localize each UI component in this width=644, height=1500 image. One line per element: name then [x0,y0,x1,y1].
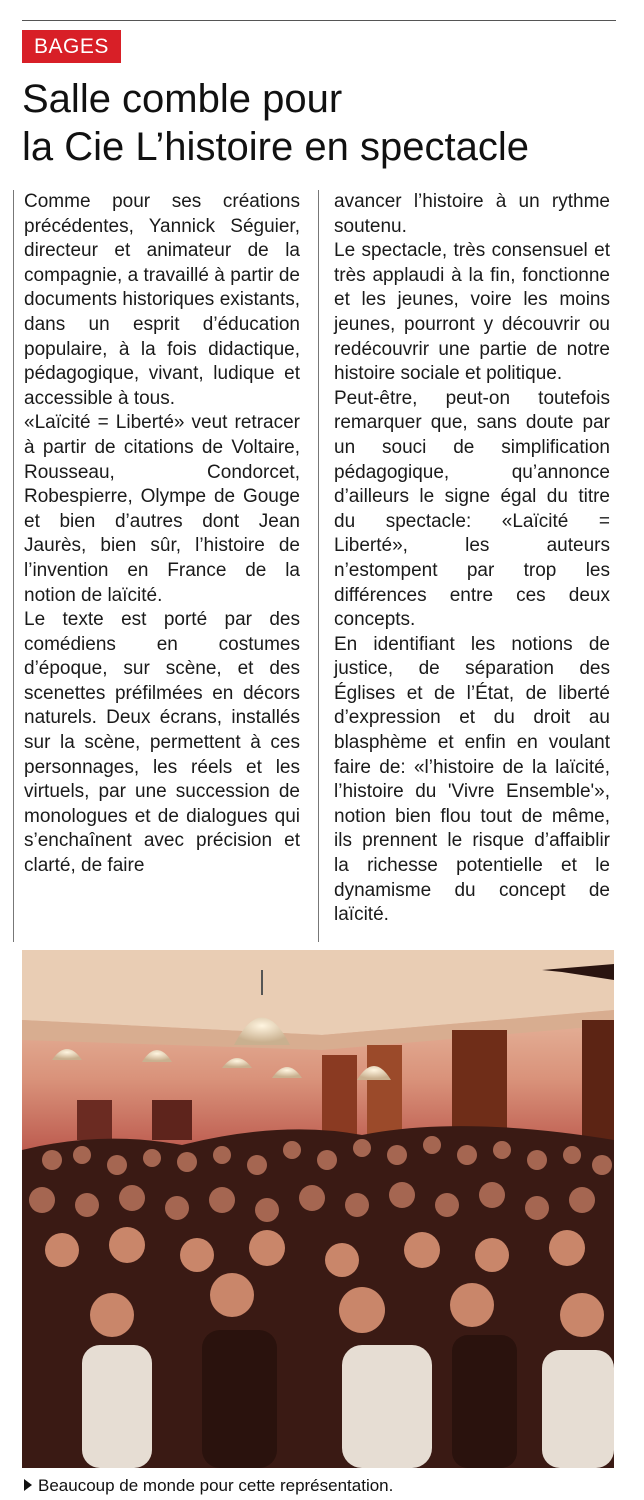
paragraph: Peut-être, peut-on toutefois remarquer que, sans doute par un souci de simplification pédagogique, qu’annonce d’ailleurs le signe égal du titre du spectacle: «Laïcité = Liberté», les auteurs n’estompent par trop les différences entre ces deux concepts. [334,387,610,631]
paragraph: Le spectacle, très consensuel et très applaudi à la fin, fonctionne et les jeunes, voire les moins jeunes, pourront y découvrir ou redécouvrir une partie de notre histoire sociale et politique. [334,240,610,385]
paragraph: Comme pour ses créations précédentes, Yannick Séguier, directeur et animateur de la compagnie, a travaillé à partir de documents historiques existants, dans un esprit d’éducation populaire, à la fois didactique, pédagogique, vivant, ludique et accessible à tous. [24,191,300,409]
paragraph: avancer l’histoire à un rythme soutenu. [334,191,610,237]
caption-text: Beaucoup de monde pour cette représentation. [38,1476,394,1495]
article-column-left [24,190,300,879]
headline-line-1: Salle comble pour [22,77,343,121]
headline-line-2: la Cie L’histoire en spectacle [22,125,529,169]
paragraph: En identifiant les notions de justice, de séparation des Églises et de l’État, de liberté d’expression et du droit au blasphème et enfin en voulant faire de: «l’histoire de la laïcité, l’histoire du 'Vivre Ensemble'», notion bien flou tout de même, ils prennent le risque d’affaiblir la richesse potentielle et le dynamisme du concept de laïcité. [334,633,610,926]
section-tag: BAGES [22,30,121,63]
paragraph: «Laïcité = Liberté» veut retracer à partir de citations de Voltaire, Rousseau, Condorcet, Robespierre, Olympe de Gouge et bien d’autres dont Jean Jaurès, bien sûr, l’histoire de l’invention en France de la notion de laïcité. [24,412,300,606]
column-rule-middle [318,190,319,942]
photo-caption [24,1476,393,1496]
column-rule-left [13,190,14,942]
top-rule [22,20,616,21]
article-column-right [334,190,610,928]
audience-photo [22,950,614,1468]
caption-arrow-icon [24,1479,32,1491]
headline [22,75,622,171]
paragraph: Le texte est porté par des comédiens en costumes d’époque, sur scène, et des scenettes préfilmées en décors naturels. Deux écrans, installés sur la scène, permettent à ces personnages, les réels et les virtuels, par une succession de monologues et de dialogues qui s’enchaînent avec précision et clarté, de faire [24,609,300,877]
